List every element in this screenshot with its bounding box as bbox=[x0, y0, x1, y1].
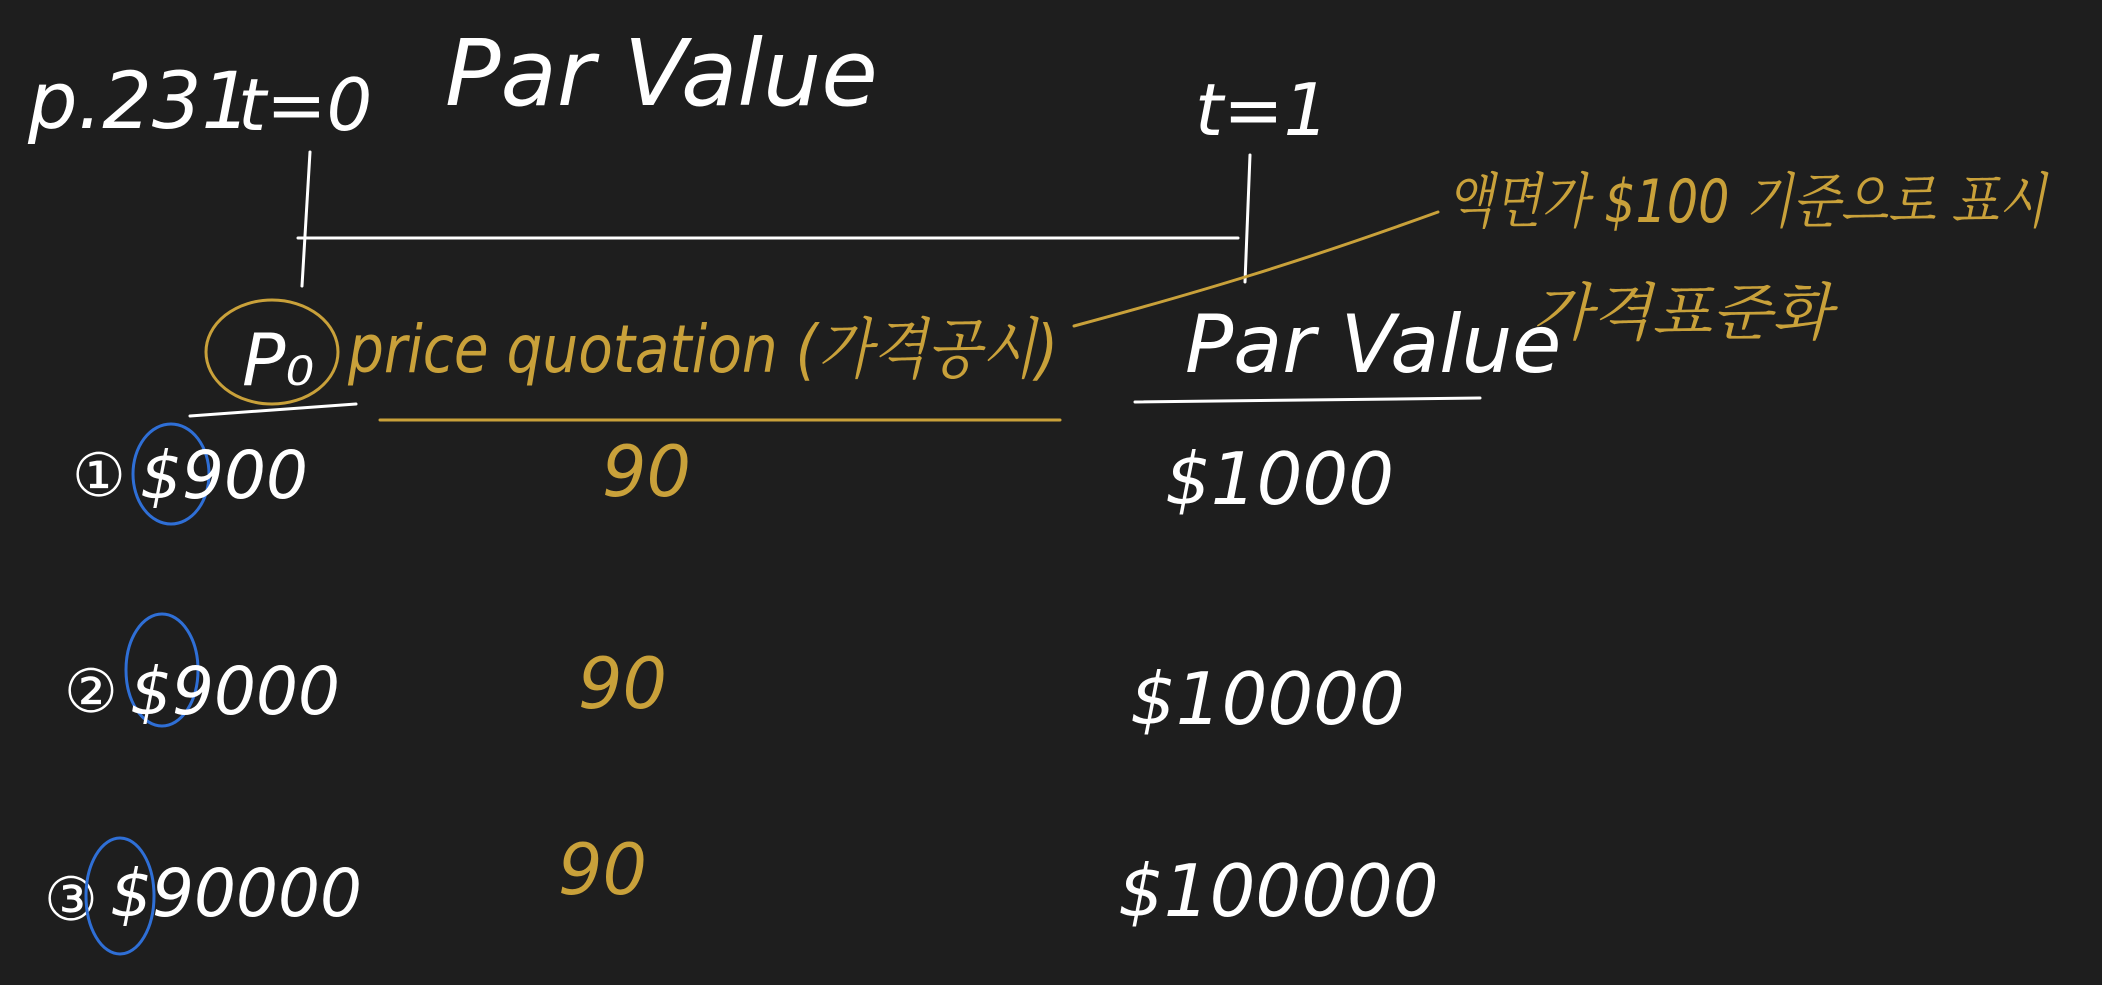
annotation-line-2: 가격표준화 bbox=[1532, 276, 1832, 349]
row-number: ② bbox=[64, 657, 118, 727]
row-price: $900 bbox=[140, 437, 308, 514]
table-row bbox=[72, 424, 1394, 524]
annotation-line-1: 액면가 $100 기준으로 표시 bbox=[1446, 167, 2049, 237]
t1-label: t=1 bbox=[1195, 68, 1330, 152]
title-par-value: Par Value bbox=[445, 20, 878, 127]
row-par: $10000 bbox=[1130, 657, 1405, 741]
table-row bbox=[64, 614, 1405, 741]
row-par: $100000 bbox=[1118, 849, 1439, 933]
row-price: $9000 bbox=[130, 653, 340, 730]
row-quote: 90 bbox=[578, 643, 668, 725]
page-ref: p.231 bbox=[28, 57, 252, 147]
row-quote: 90 bbox=[602, 431, 692, 513]
row-number: ① bbox=[72, 441, 126, 511]
p0-label: P₀ bbox=[242, 318, 315, 402]
p0-underline bbox=[190, 404, 356, 416]
table-row bbox=[44, 829, 1439, 954]
quotation-label: price quotation (가격공시) bbox=[347, 311, 1058, 388]
par-value-column-label: Par Value bbox=[1185, 298, 1562, 391]
row-number: ③ bbox=[44, 865, 98, 935]
row-par: $1000 bbox=[1165, 437, 1395, 521]
timeline-tick-t1 bbox=[1245, 155, 1250, 282]
par-value-underline bbox=[1135, 398, 1480, 402]
row-price: $90000 bbox=[110, 855, 362, 932]
row-quote: 90 bbox=[558, 829, 648, 911]
timeline-tick-t0 bbox=[302, 152, 310, 286]
t0-label: t=0 bbox=[238, 63, 373, 147]
